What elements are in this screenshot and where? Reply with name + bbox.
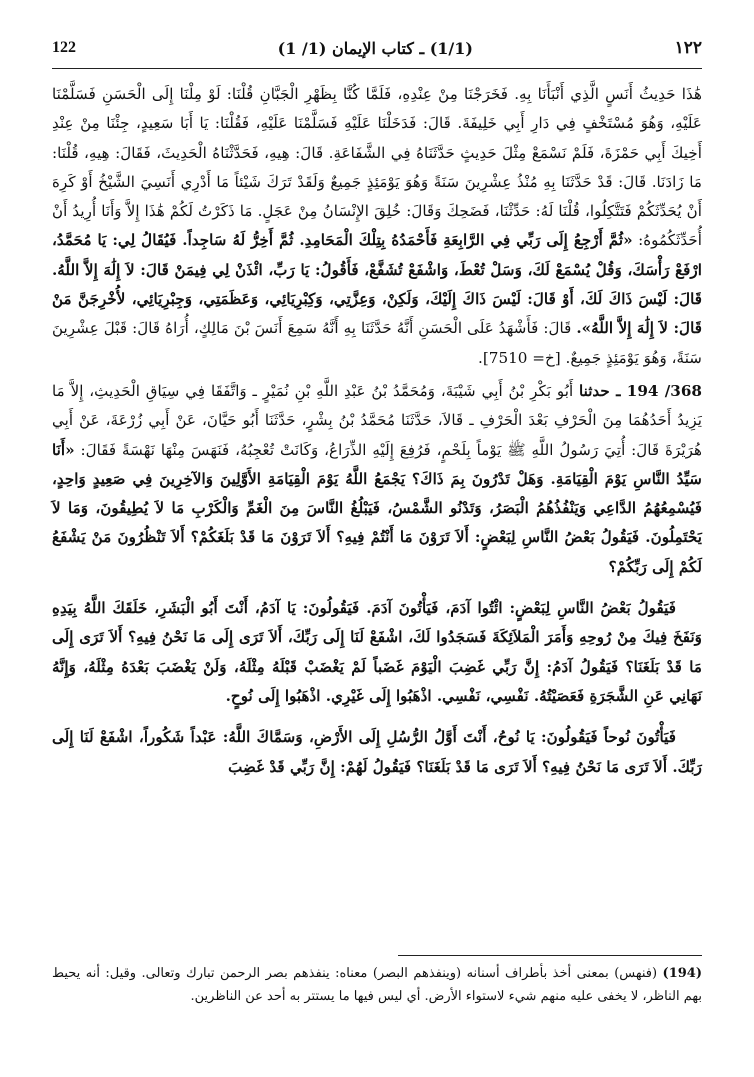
prophet-quote: «أَنَا سَيِّدُ النَّاسِ يَوْمَ الْقِيَامَةِ. وَهَلْ تَدْرُونَ بِمَ ذَاكَ؟ يَجْمَعُ اللَّهُ يَوْمَ الْقِيَامَةِ الأَوَّلِينَ وَالآخِرِينَ فِي صَعِيدٍ وَاحِدٍ، فَيُسْمِعُهُمُ الدَّاعِي وَيَنْفُذُهُمُ الْبَصَرُ، وَتَدْنُو الشَّمْسُ، فَيَبْلُغُ النَّاسَ مِنَ الْغَمِّ وَالْكَرْبِ مَا لاَ يُطِيقُونَ، وَمَا لاَ يَحْتَمِلُونَ. فَيَقُولُ بَعْضُ النَّاسِ لِبَعْضٍ: أَلاَ تَرَوْنَ مَا أَنْتُمْ فِيهِ؟ أَلاَ تَرَوْنَ مَا قَدْ بَلَغَكُمْ؟ أَلاَ تَنْظُرُونَ مَنْ يَشْفَعُ لَكُمْ إِلَى رَبِّكُمْ؟ [52,440,702,576]
footnote [52,962,702,1008]
footnote-divider [398,955,702,956]
page-number-latin: 122 [52,39,76,56]
prophet-quote: «ثُمَّ أَرْجِعُ إِلَى رَبِّي فِي الرَّابِعَةِ فَأَحْمَدُهُ بِتِلْكَ الْمَحَامِدِ. ثُمَّ أَخِرُّ لَهُ سَاجِداً. فَيُقَالُ لِي: يَا مُحَمَّدُ، ارْفَعْ رَأْسَكَ، وَقُلْ يُسْمَعْ لَكَ، وَسَلْ تُعْطَ، وَاشْفَعْ تُشَفَّعْ، فَأَقُولُ: يَا رَبِّ، ائْذَنْ لِي فِيمَنْ قَالَ: لاَ إِلَٰهَ إِلاَّ اللَّهُ. قَالَ: لَيْسَ ذَاكَ لَكَ، أَوْ قَالَ: لَيْسَ ذَاكَ إِلَيْكَ، وَلَكِنْ، وَعِزَّتِي، وَكِبْرِيَائِي، وَعَظَمَتِي، وَجِبْرِيَائِي، لأُخْرِجَنَّ مَنْ قَالَ: لاَ إِلَٰهَ إِلاَّ اللَّهُ». [52,231,702,338]
narration-text: هَٰذَا حَدِيثُ أَنَسٍ الَّذِي أَنْبَأَنَا بِهِ. فَخَرَجْنَا مِنْ عِنْدِهِ، فَلَمَّا كُنَّا بِظَهْرِ الْجَبَّانِ قُلْنَا: لَوْ مِلْنَا إِلَى الْحَسَنِ فَسَلَّمْنَا عَلَيْهِ، وَهُوَ مُسْتَخْفٍ فِي دَارِ أَبِي خَلِيفَةَ. قَالَ: فَدَخَلْنَا عَلَيْهِ فَسَلَّمْنَا عَلَيْهِ، فَقُلْنَا: يَا أَبَا سَعِيدٍ، جِئْنَا مِنْ عِنْدِ أَخِيكَ أَبِي حَمْزَةَ، فَلَمْ نَسْمَعْ مِثْلَ حَدِيثٍ حَدَّثَنَاهُ فِي الشَّفَاعَةِ. قَالَ: هِيهِ، فَحَدَّثْنَاهُ الْحَدِيثَ، فَقَالَ: هِيهِ، قُلْنَا: مَا زَادَنَا. قَالَ: قَدْ حَدَّثَنَا بِهِ مُنْذُ عِشْرِينَ سَنَةً وَهُوَ يَوْمَئِذٍ جَمِيعٌ وَلَقَدْ تَرَكَ شَيْئاً مَا أَدْرِي أَنَسِيَ الشَّيْخُ أَوْ كَرِهَ أَنْ يُحَدِّثَكُمْ فَتَتَّكِلُوا، قُلْنَا لَهُ: حَدِّثْنَا، فَضَحِكَ وَقَالَ: خُلِقَ الإِنْسَانُ مِنْ عَجَلٍ. مَا ذَكَرْتُ لَكُمْ هَٰذَا إِلاَّ وَأَنَا أُرِيدُ أَنْ أُحَدِّثَكُمُوهُ: [52,85,703,250]
hadith-number: 368/ 194 ـ حدثنا [579,381,702,400]
footnote-label: (194) [662,966,702,981]
paragraph-hadith-368 [52,377,702,582]
paragraph-nuh [52,723,702,782]
prophet-quote: فَيَقُولُ بَعْضُ النَّاسِ لِبَعْضٍ: ائْتُوا آدَمَ، فَيَأْتُونَ آدَمَ. فَيَقُولُونَ: يَا آدَمُ، أَنْتَ أَبُو الْبَشَرِ، خَلَقَكَ اللَّهُ بِيَدِهِ وَنَفَخَ فِيكَ مِنْ رُوحِهِ وَأَمَرَ الْمَلاَئِكَةَ فَسَجَدُوا لَكَ، اشْفَعْ لَنَا إِلَى رَبِّكَ، أَلاَ تَرَى إِلَى مَا نَحْنُ فِيهِ؟ أَلاَ تَرَى إِلَى مَا قَدْ بَلَغَنَا؟ فَيَقُولُ آدَمُ: إِنَّ رَبِّي غَضِبَ الْيَوْمَ غَضَباً لَمْ يَغْضَبْ قَبْلَهُ مِثْلَهُ، وَلَنْ يَغْضَبَ بَعْدَهُ مِثْلَهُ، وَإِنَّهُ نَهَانِي عَنِ الشَّجَرَةِ فَعَصَيْتُهُ. نَفْسِي، نَفْسِي. اذْهَبُوا إِلَى غَيْرِي. اذْهَبُوا إِلَى نُوحٍ. [52,599,702,705]
paragraph-adam [52,594,702,711]
prophet-quote: فَيَأْتُونَ نُوحاً فَيَقُولُونَ: يَا نُوحُ، أَنْتَ أَوَّلُ الرُّسُلِ إِلَى الأَرْضِ، وَسَمَّاكَ اللَّهُ: عَبْداً شَكُوراً، اشْفَعْ لَنَا إِلَى رَبِّكَ. أَلاَ تَرَى مَا نَحْنُ فِيهِ؟ أَلاَ تَرَى مَا قَدْ بَلَغَنَا؟ فَيَقُولُ لَهُمْ: إِنَّ رَبِّي قَدْ غَضِبَ [52,728,702,776]
narration-text: قَالَ: فَأَشْهَدُ عَلَى الْحَسَنِ أَنَّهُ حَدَّثَنَا بِهِ أَنَّهُ سَمِعَ أَنَسَ بْنَ مَالِكٍ، أُرَاهُ قَالَ: قَبْلَ عِشْرِينَ سَنَةً، وَهُوَ يَوْمَئِذٍ جَمِيعٌ. [خ= 7510]. [52,319,702,367]
page-header [52,32,702,64]
page-number-arabic: ١٢٢ [674,38,702,58]
header-divider [52,68,702,69]
paragraph-hadith-continuation [52,80,702,373]
isnad-text: أَبُو بَكْرِ بْنُ أَبِي شَيْبَةَ، وَمُحَمَّدُ بْنُ عَبْدِ اللَّهِ بْنِ نُمَيْرٍ ـ وَاتَّفَقَا فِي سِيَاقِ الْحَدِيثِ، إِلاَّ مَا يَزِيدُ أَحَدُهُمَا مِنَ الْحَرْفِ بَعْدَ الْحَرْفِ ـ قَالاَ، حَدَّثَنَا مُحَمَّدُ بْنُ بِشْرٍ، حَدَّثَنَا أَبُو حَيَّانَ، عَنْ أَبِي زُرْعَةَ، عَنْ أَبِي هُرَيْرَةَ قَالَ: أُتِيَ رَسُولُ اللَّهِ ﷺ يَوْماً بِلَحْمٍ، فَرُفِعَ إِلَيْهِ الذِّرَاعُ، وَكَانَتْ تُعْجِبُهُ، فَنَهَسَ مِنْهَا نَهْسَةً فَقَالَ: [52,381,703,459]
footnote-text: (فنهس) بمعنى أخذ بأطراف أسنانه (وينفذهم البصر) معناه: ينفذهم بصر الرحمن تبارك وتعالى. وقيل: أنه يحيط بهم الناظر، لا يخفى عليه منهم شيء لاستواء الأرض. أي ليس فيها ما يستتر به أحد عن الناظرين. [52,966,702,1004]
main-text [52,80,702,782]
running-title: (1/1) ـ كتاب الإيمان (1/ 1) [277,38,473,58]
